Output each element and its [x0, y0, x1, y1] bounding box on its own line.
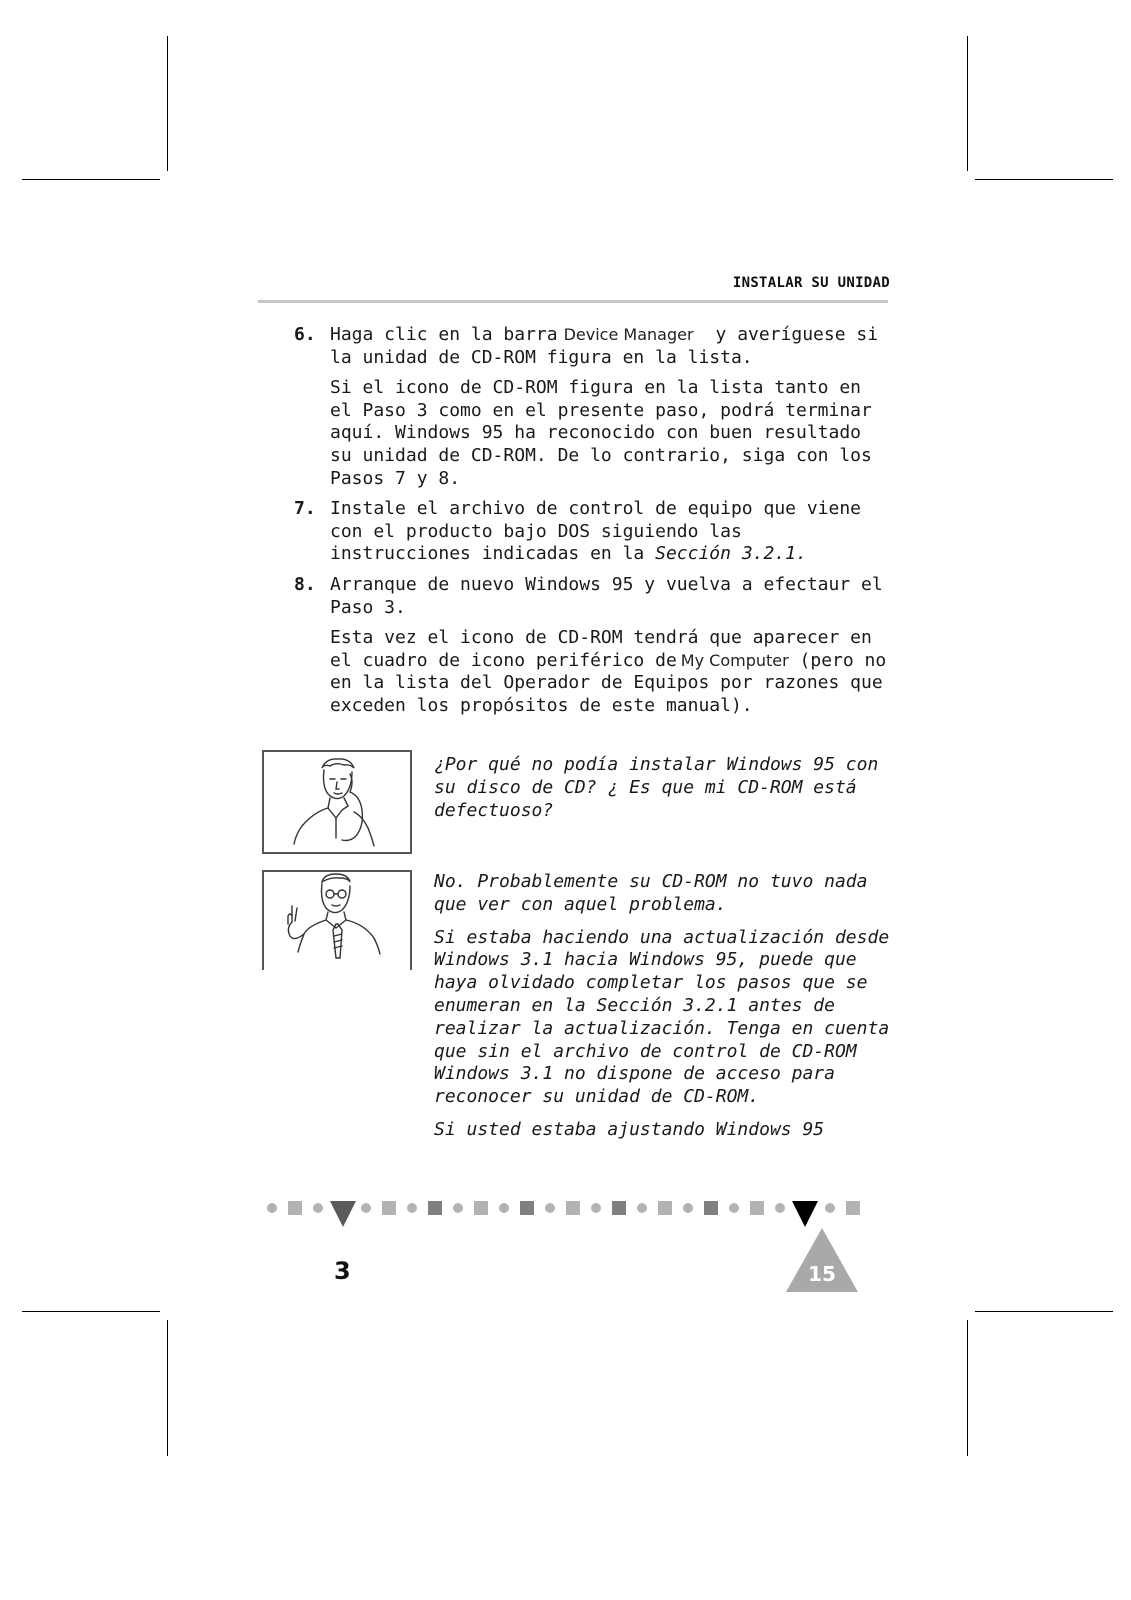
my-computer-label: My Computer [680, 650, 789, 670]
answer-paragraph: Si usted estaba ajustando Windows 95 [434, 1118, 825, 1140]
thinking-man-icon [264, 752, 410, 852]
crop-mark [975, 179, 1113, 180]
answer-paragraph: Si estaba haciendo una actualización desde Windows 3.1 hacia Windows 95, puede que haya olvidado completar los pasos que se enumeran en la Sección 3.2.1 antes de realizar la actualización. Tenga en cuenta que sin el archivo de control de CD-ROM Windows 3.1 no dispone de acceso para reconocer su unidad de CD-ROM. [434, 926, 890, 1108]
question-text: ¿Por qué no podía instalar Windows 95 con su disco de CD? ¿ Es que mi CD-ROM está defectuoso? [434, 754, 879, 821]
instructions [294, 324, 894, 726]
crop-mark [975, 1311, 1113, 1312]
explaining-man-illustration [262, 870, 412, 970]
step-text [330, 498, 890, 566]
step-text: Arranque de nuevo Windows 95 y vuelva a efectaur el Paso 3. [330, 573, 883, 618]
step-8 [294, 574, 894, 619]
crop-mark [22, 1311, 160, 1312]
step-number: 7. [294, 498, 316, 520]
device-manager-label: Device Manager [563, 325, 694, 344]
faq-answer [434, 871, 894, 1152]
explaining-man-icon [264, 872, 410, 970]
step-text-part: Esta vez el icono de CD-ROM tendrá que aparecer en el cuadro de icono periférico de [330, 627, 872, 671]
step-text [330, 324, 890, 369]
step-6 [294, 324, 894, 369]
step-6-note: Si el icono de CD-ROM figura en la lista tanto en el Paso 3 como en el presente paso, podrá terminar aquí. Windows 95 ha reconocido con buen resultado su unidad de CD-ROM. De lo contrario, siga con los Pasos 7 y 8. [330, 377, 872, 489]
crop-mark [167, 1320, 168, 1456]
thinking-man-illustration [262, 750, 412, 854]
crop-mark [167, 36, 168, 171]
step-text-part: Instale el archivo de control de equipo que viene con el producto bajo DOS siguiendo las instrucciones indicadas en la [330, 498, 862, 565]
step-7 [294, 498, 894, 566]
decorative-pattern [262, 1193, 882, 1233]
step-text-part: Haga clic en la barra [330, 324, 558, 345]
crop-mark [967, 1320, 968, 1456]
header-rule [258, 300, 888, 303]
answer-paragraph: No. Probablemente su CD-ROM no tuvo nada que ver con aquel problema. [434, 871, 868, 915]
crop-mark [22, 179, 160, 180]
section-reference: Sección 3.2.1. [655, 543, 807, 565]
step-number: 8. [294, 573, 316, 595]
step-text-part: y averíguese si la unidad de CD-ROM figura en la lista. [330, 324, 879, 368]
step-8-note [330, 627, 890, 717]
page-number: 15 [808, 1262, 836, 1286]
frame-gap [274, 966, 400, 972]
section-header: INSTALAR SU UNIDAD [732, 275, 890, 291]
faq-question [434, 754, 894, 832]
step-number: 6. [294, 324, 316, 345]
chapter-number: 3 [334, 1257, 351, 1285]
crop-mark [967, 36, 968, 171]
step-text-part: (pero no en la lista del Operador de Equipos por razones que exceden los propósitos de este manual). [330, 649, 887, 716]
